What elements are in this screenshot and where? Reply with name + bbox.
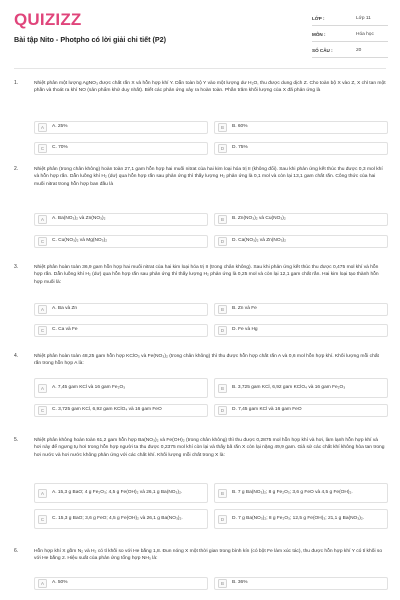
option-text: C. 15,3 g BaO; 3,6 g FeO; 4,5 g Fe(OH)₂ và 26,1 g Ba(NO₃)₂. — [52, 515, 183, 521]
meta-label: LỚP : — [312, 16, 325, 21]
option-letter: B — [218, 384, 227, 393]
question-text: Nhiệt phân hoàn toàn 36,9 gam hỗn hợp hai muối nitrat của hai kim loại hóa trị II (trong chân không). Sau khi phản ứng kết thúc thu được 0,475 mol khí và hỗn hợp rắn. Dẫn luồng khí H₂ (dư) qua hỗn hợp rắn sau phản ứng thì thấy lượng H₂ phản ứng là 0,25 mol và còn lại 12,1 gam chất rắn. Hai kim loại tạo thành hỗn hợp muối là: — [34, 265, 379, 285]
option-text: B. 60% — [232, 124, 248, 130]
option-text: B. 7 g Ba(NO₃)₂; 8 g Fe₂O₃; 3,6 g FeO và 4,5 g Fe(OH)₂. — [232, 489, 353, 495]
meta-label: SỐ CÂU : — [312, 48, 333, 53]
answer-option-b[interactable] — [214, 577, 388, 590]
option-text: A. 50% — [52, 580, 68, 586]
meta-label: MÔN : — [312, 32, 326, 37]
answer-option-a[interactable] — [34, 121, 208, 134]
option-letter: D — [218, 326, 227, 335]
option-text: D. 75% — [232, 145, 248, 151]
option-letter: C — [38, 515, 47, 524]
option-letter: B — [218, 215, 227, 224]
answer-option-b[interactable] — [214, 303, 388, 316]
answer-option-d[interactable] — [214, 324, 388, 337]
option-letter: A — [38, 305, 47, 314]
option-text: B. Zn và Fe — [232, 306, 257, 312]
option-letter: B — [218, 305, 227, 314]
option-text: B. 36% — [232, 580, 248, 586]
answer-option-a[interactable] — [34, 378, 208, 398]
option-text: B. Zn(NO₃)₂ và Cu(NO₃)₂ — [232, 216, 286, 222]
answer-option-b[interactable] — [214, 483, 388, 503]
worksheet-header — [0, 0, 400, 62]
meta-value: 20 — [356, 48, 362, 53]
option-letter: D — [218, 237, 227, 246]
option-letter: C — [38, 237, 47, 246]
option-letter: D — [218, 515, 227, 524]
meta-row-question-count — [312, 44, 388, 58]
question-text: Hỗn hợp khí X gồm N₂ và H₂ có tỉ khối so với He bằng 1,8. Đun nóng X một thời gian trong bình kín (có bột Fe làm xúc tác), thu được hỗn hợp khí Y có tỉ khối so với He bằng 2. Hiệu suất của phản ứng tổng hợp NH₃ là: — [34, 549, 383, 562]
answer-option-b[interactable] — [214, 378, 388, 398]
option-letter: A — [38, 215, 47, 224]
option-letter: C — [38, 144, 47, 153]
answer-option-d[interactable] — [214, 404, 388, 417]
answer-option-a[interactable] — [34, 483, 208, 503]
worksheet-title: Bài tập Nito - Photpho có lời giải chi tiết (P2) — [14, 35, 167, 44]
question-text: Nhiệt phân một lượng AgNO₃ được chất rắn X và hỗn hợp khí Y. Dẫn toàn bộ Y vào một lượng dư H₂O, thu được dung dịch Z. Cho toàn bộ X vào Z, X chỉ tan một phần và thoát ra khí NO (sản phẩm khử duy nhất). Biết các phản ứng xảy ra hoàn toàn. Phần trăm khối lượng của X đã phản ứng là — [34, 81, 386, 94]
option-text: C. 70% — [52, 145, 68, 151]
option-letter: A — [38, 123, 47, 132]
header-divider — [14, 68, 386, 69]
option-text: C. Cu(NO₃)₂ và Mg(NO₃)₂ — [52, 238, 108, 244]
worksheet-meta — [312, 12, 388, 60]
option-text: A. 7,45 gam KCl và 16 gam Fe₂O₃ — [52, 384, 126, 390]
meta-row-class — [312, 12, 388, 26]
meta-value: Lớp 11 — [356, 16, 371, 21]
option-letter: D — [218, 406, 227, 415]
option-text: A. 25% — [52, 124, 68, 130]
option-letter: D — [218, 144, 227, 153]
answer-option-b[interactable] — [214, 213, 388, 226]
option-text: D. 7,45 gam KCl và 16 gam FeO — [232, 407, 302, 413]
answer-option-c[interactable] — [34, 509, 208, 529]
option-letter: B — [218, 579, 227, 588]
answer-option-a[interactable] — [34, 303, 208, 316]
option-letter: B — [218, 123, 227, 132]
answer-option-c[interactable] — [34, 142, 208, 155]
option-text: D. Fe và Hg — [232, 327, 258, 333]
answer-option-c[interactable] — [34, 324, 208, 337]
question-text: Nhiệt phân (trong chân không) hoàn toàn 27,1 gam hỗn hợp hai muối nitrat của hai kim loại hóa trị II (không đổi). Sau khi phản ứng kết thúc thu được 0,3 mol khí và hỗn hợp rắn. Dẫn luồng khí H₂ (dư) qua hỗn hợp rắn sau phản ứng thì thấy lượng H₂ phản ứng là 0,1 mol và còn lại 13,1 gam chất rắn. Công thức của hai muối nitrat trong hỗn hợp ban đầu là — [34, 167, 383, 187]
option-letter: B — [218, 489, 227, 498]
answer-option-c[interactable] — [34, 404, 208, 417]
question-number: 3. — [14, 264, 19, 270]
question-number: 1. — [14, 80, 19, 86]
answer-option-b[interactable] — [214, 121, 388, 134]
answer-option-a[interactable] — [34, 577, 208, 590]
question-number: 6. — [14, 548, 19, 554]
option-text: D. Ca(NO₃)₂ và Zn(NO₃)₂ — [232, 238, 287, 244]
question-number: 5. — [14, 437, 19, 443]
option-text: A. Ba(NO₃)₂ và Zn(NO₃)₂ — [52, 216, 106, 222]
meta-row-subject — [312, 28, 388, 42]
quizizz-logo: QUIZIZZ — [14, 10, 82, 29]
option-letter: A — [38, 489, 47, 498]
question-text: Nhiệt phân hoàn toàn 48,25 gam hỗn hợp KClO₃ và Fe(NO₃)₂ (trong chân không) thì thu được hỗn hợp chất rắn A và 0,6 mol hỗn hợp khí. Khối lượng mỗi chất rắn trong hỗn hợp A là: — [34, 354, 379, 367]
question-number: 4. — [14, 353, 19, 359]
option-letter: A — [38, 579, 47, 588]
option-text: C. Ca và Fe — [52, 327, 78, 333]
meta-value: Hóa học — [356, 32, 374, 37]
option-letter: A — [38, 384, 47, 393]
option-letter: C — [38, 326, 47, 335]
answer-option-d[interactable] — [214, 142, 388, 155]
option-letter: C — [38, 406, 47, 415]
option-text: A. 15,3 g BaO; 4 g Fe₂O₃; 4,5 g Fe(OH)₂ và 26,1 g Ba(NO₃)₂. — [52, 489, 183, 495]
option-text: B. 3,725 gam KCl, 6,92 gam KClO₄ và 16 gam Fe₂O₃ — [232, 384, 346, 390]
option-text: C. 3,725 gam KCl, 6,92 gam KClO₄ và 16 gam FeO — [52, 407, 162, 413]
option-text: A. Ba và Zn — [52, 306, 78, 312]
question-text: Nhiệt phân không hoàn toàn 61,2 gam hỗn hợp Ba(NO₃)₂ và Fe(OH)₂ (trong chân không) thì thu được 0,2875 mol hỗn hợp khí và hơi, làm lạnh hỗn hợp khí và hơi này để ngưng tụ hơi trong hỗn hợp người ta thu được 0,2375 mol khí còn lại và thấy bã rắn X còn lại nặng 49,9 gam. Giả sử các chất khí không hòa tan trong hơi nước và hơi nước không phản ứng với các chất khí. Khối lượng mỗi chất trong X là: — [34, 438, 385, 458]
answer-option-d[interactable] — [214, 509, 388, 529]
answer-option-c[interactable] — [34, 235, 208, 248]
answer-option-a[interactable] — [34, 213, 208, 226]
option-text: D. 7 g Ba(NO₃)₂; 8 g Fe₂O₃; 12,5 g Fe(OH)₃; 21,1 g Ba(NO₃)₂. — [232, 515, 365, 521]
question-number: 2. — [14, 166, 19, 172]
answer-option-d[interactable] — [214, 235, 388, 248]
